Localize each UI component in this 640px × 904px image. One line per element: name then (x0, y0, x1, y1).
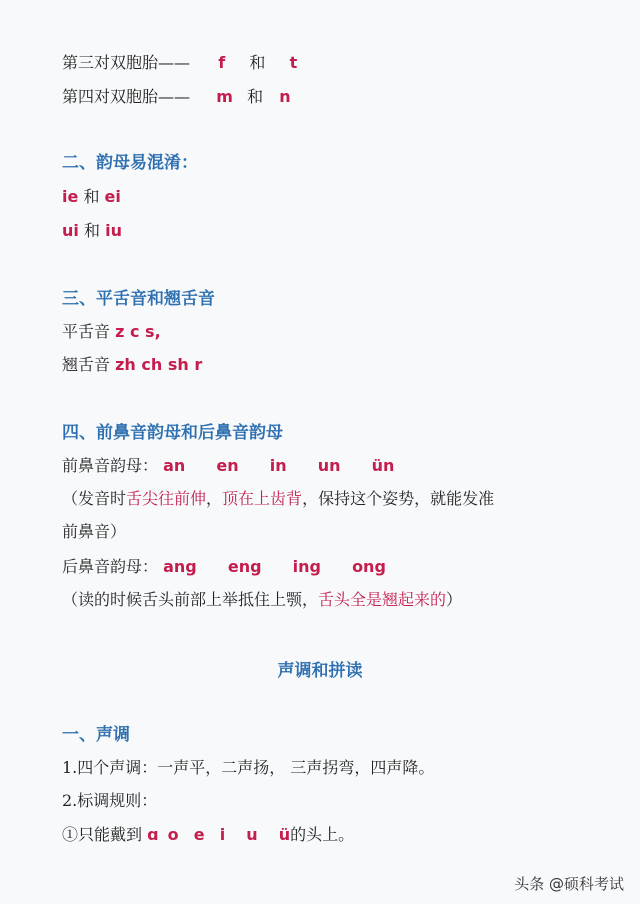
vowel: ü (278, 825, 291, 844)
vowel: u (246, 825, 258, 844)
note-2 (62, 589, 462, 611)
letter: n (279, 87, 291, 106)
final: an (163, 456, 186, 475)
note-1-cont: 前鼻音） (62, 522, 127, 541)
rule-text: ①只能戴到 (62, 825, 143, 844)
letter: t (289, 53, 298, 72)
final: in (269, 456, 287, 475)
rule-text: 的头上。 (290, 825, 355, 844)
section-heading-3: 三、平舌音和翘舌音 (62, 289, 215, 309)
back-nasal-row (62, 556, 386, 578)
confusion-row (62, 220, 122, 242)
and-text: 和 (249, 53, 266, 72)
and-text: 和 (247, 87, 264, 106)
tones-heading: 一、声调 (62, 725, 130, 745)
final: en (216, 456, 239, 475)
vowel: e (193, 825, 205, 844)
flat-label: 平舌音 (62, 322, 111, 341)
tones-line-2: 2.标调规则： (62, 791, 158, 810)
note-text: ， (206, 489, 223, 508)
page-title: 声调和拼读 (277, 661, 363, 681)
flat-value: z c s, (115, 322, 161, 341)
front-nasal-row (62, 455, 394, 477)
watermark: 头条 @硕科考试 (514, 875, 624, 893)
note-highlight: 舌头全是翘起来的 (318, 590, 447, 609)
vowel: o (167, 825, 179, 844)
twin-label: 第四对双胞胎—— (62, 87, 191, 106)
note-text: （读的时候舌头前部上举抵住上颚， (62, 590, 319, 609)
final: ong (352, 557, 386, 576)
and-text: 和 (83, 187, 100, 206)
vowel: ui (62, 221, 79, 240)
confusion-row (62, 186, 121, 208)
vowel: ɑ (147, 825, 159, 844)
note-text: （发音时 (62, 489, 127, 508)
tones-line-1: 1.四个声调：一声平，二声扬， 三声拐弯，四声降。 (62, 758, 435, 777)
twin-label: 第三对双胞胎—— (62, 53, 191, 72)
front-label: 前鼻音韵母： (62, 456, 159, 475)
section-heading-2: 二、韵母易混淆： (62, 153, 198, 173)
final: ün (371, 456, 395, 475)
tones-line-3 (62, 824, 354, 846)
retro-label: 翘舌音 (62, 355, 111, 374)
note-text: ，保持这个姿势，就能发准 (302, 489, 495, 508)
final: eng (227, 557, 262, 576)
final: un (317, 456, 341, 475)
vowel: ei (104, 187, 121, 206)
vowel: ie (62, 187, 79, 206)
flat-tongue-row (62, 321, 161, 343)
twin-row-4 (62, 86, 291, 108)
note-text: ） (446, 590, 463, 609)
note-highlight: 顶在上齿背 (222, 489, 303, 508)
twin-row-3 (62, 52, 297, 74)
final: ang (163, 557, 197, 576)
section-heading-4: 四、前鼻音韵母和后鼻音韵母 (62, 423, 283, 443)
letter: m (216, 87, 233, 106)
vowel: i (219, 825, 226, 844)
back-label: 后鼻音韵母： (62, 557, 159, 576)
letter: f (218, 53, 226, 72)
final: ing (292, 557, 321, 576)
retroflex-row (62, 354, 202, 376)
retro-value: zh ch sh r (115, 355, 203, 374)
vowel: iu (105, 221, 122, 240)
note-highlight: 舌尖往前伸 (126, 489, 207, 508)
note-1 (62, 488, 494, 510)
and-text: 和 (83, 221, 100, 240)
